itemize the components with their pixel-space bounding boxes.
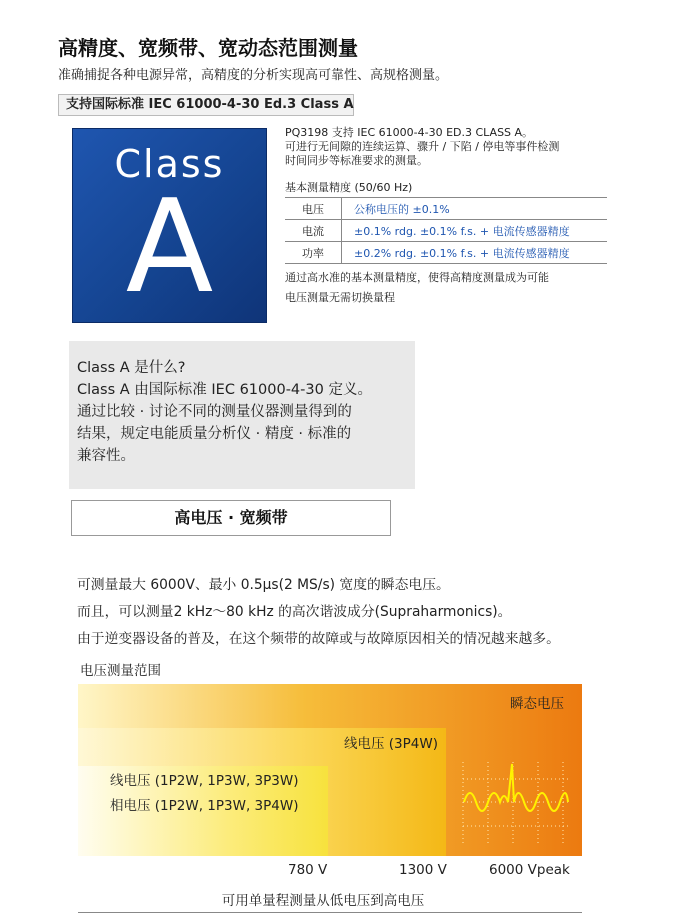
accuracy-note-line: 通过高水准的基本测量精度，使得高精度测量成为可能 <box>285 271 549 284</box>
class-a-logo-word: Class <box>114 142 225 186</box>
band-label-3p4w: 线电压 (3P4W) <box>344 736 438 752</box>
body-paragraph: 可测量最大 6000V、最小 0.5μs(2 MS/s) 宽度的瞬态电压。 <box>77 577 450 593</box>
accuracy-value: 公称电压的 ±0.1% <box>342 198 608 220</box>
accuracy-item: 电压 <box>285 198 342 220</box>
accuracy-item: 电流 <box>285 220 342 242</box>
page-subtitle: 准确捕捉各种电源异常，高精度的分析实现高可靠性、高规格测量。 <box>58 68 449 83</box>
band-label-phase: 相电压 (1P2W, 1P3W, 3P4W) <box>110 798 299 814</box>
band-label-transient: 瞬态电压 <box>510 696 564 712</box>
accuracy-title: 基本测量精度 (50/60 Hz) <box>285 181 413 194</box>
accuracy-item: 功率 <box>285 242 342 264</box>
spec-description-line: PQ3198 支持 IEC 61000-4-30 ED.3 CLASS A。 <box>285 126 534 139</box>
accuracy-note <box>285 268 605 308</box>
table-row <box>285 220 607 242</box>
info-line: Class A 是什么? <box>77 360 186 376</box>
table-row <box>285 242 607 264</box>
body-paragraph: 而且，可以测量2 kHz～80 kHz 的高次谐波成分(Supraharmonics)。 <box>77 604 512 620</box>
tick-label: 780 V <box>288 862 328 878</box>
class-a-logo <box>72 128 267 323</box>
accuracy-table <box>285 197 607 264</box>
body-paragraph: 由于逆变器设备的普及，在这个频带的故障或与故障原因相关的情况越来越多。 <box>77 631 560 647</box>
voltage-range-chart <box>78 684 582 856</box>
class-a-logo-letter: A <box>125 173 214 322</box>
info-line: 兼容性。 <box>77 448 135 464</box>
band-label-line: 线电压 (1P2W, 1P3W, 3P3W) <box>110 773 299 789</box>
divider <box>78 912 582 913</box>
info-line: 结果，规定电能质量分析仪 · 精度 · 标准的 <box>77 426 352 442</box>
standard-badge: 支持国际标准 IEC 61000-4-30 Ed.3 Class A <box>58 94 354 116</box>
accuracy-value: ±0.1% rdg. ±0.1% f.s. + 电流传感器精度 <box>342 220 608 242</box>
accuracy-note-line: 电压测量无需切换量程 <box>285 291 395 304</box>
page-title: 高精度、宽频带、宽动态范围测量 <box>58 36 358 60</box>
voltage-range-caption: 可用单量程测量从低电压到高电压 <box>221 893 425 909</box>
spec-description-line: 时间同步等标准要求的测量。 <box>285 154 428 167</box>
info-line: Class A 由国际标准 IEC 61000-4-30 定义。 <box>77 382 372 398</box>
accuracy-value: ±0.2% rdg. ±0.1% f.s. + 电流传感器精度 <box>342 242 608 264</box>
section-heading: 高电压 · 宽频带 <box>71 500 391 536</box>
tick-label: 1300 V <box>399 862 447 878</box>
table-row <box>285 198 607 220</box>
voltage-range-title: 电压测量范围 <box>80 663 161 679</box>
spec-description-line: 可进行无间隙的连续运算、骤升 / 下陷 / 停电等事件检测 <box>285 140 560 153</box>
class-a-info-text <box>77 357 413 467</box>
spec-description <box>285 126 615 168</box>
tick-label: 6000 Vpeak <box>489 862 570 878</box>
info-line: 通过比较 · 讨论不同的测量仪器测量得到的 <box>77 404 352 420</box>
